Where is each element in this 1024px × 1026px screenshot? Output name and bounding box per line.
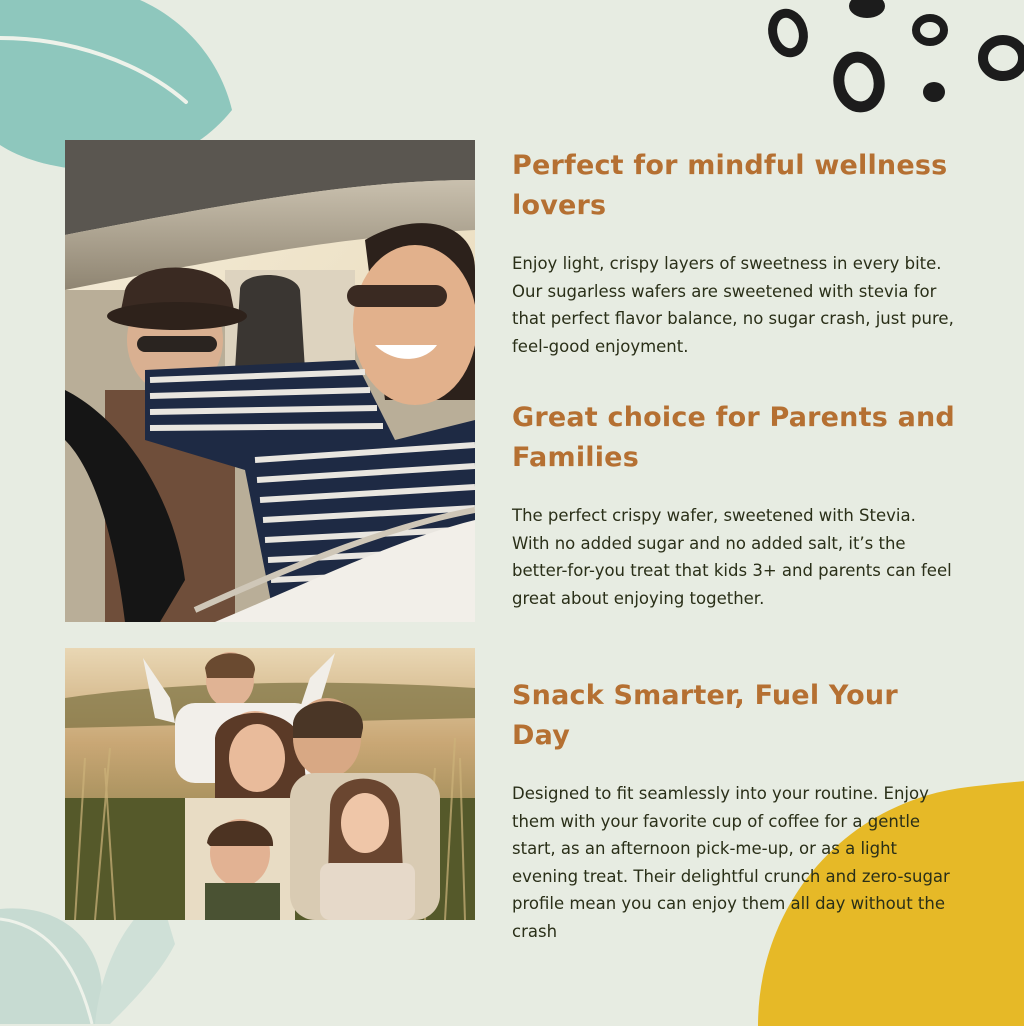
body-wellness: Enjoy light, crispy layers of sweetness in every bite. Our sugarless wafers are sweetened with stevia for that perfect flavor balance, no sugar crash, just pure, feel-good enjoyment.: [512, 254, 954, 356]
section-wellness: [512, 146, 957, 360]
body-snack-smarter: Designed to fit seamlessly into your routine. Enjoy them with your favorite cup of coffee for a gentle start, as an afternoon pick-me-up, or as a light evening treat. Their delightful crunch and zero-sugar profile mean you can enjoy them all day without the crash: [512, 784, 950, 941]
heading-families: Great choice for Parents and Families: [512, 402, 955, 473]
section-families: [512, 398, 957, 612]
photo-women-driving: [65, 140, 475, 622]
body-families: The perfect crispy wafer, sweetened with Stevia. With no added sugar and no added salt, it’s the better-for-you treat that kids 3+ and parents can feel great about enjoying together.: [512, 506, 952, 608]
heading-wellness: Perfect for mindful wellness lovers: [512, 150, 948, 221]
heading-snack-smarter: Snack Smarter, Fuel Your Day: [512, 680, 898, 751]
section-snack-smarter: [512, 676, 957, 945]
photo-family-in-field: [65, 648, 475, 920]
black-dots-decoration: [754, 0, 1024, 120]
